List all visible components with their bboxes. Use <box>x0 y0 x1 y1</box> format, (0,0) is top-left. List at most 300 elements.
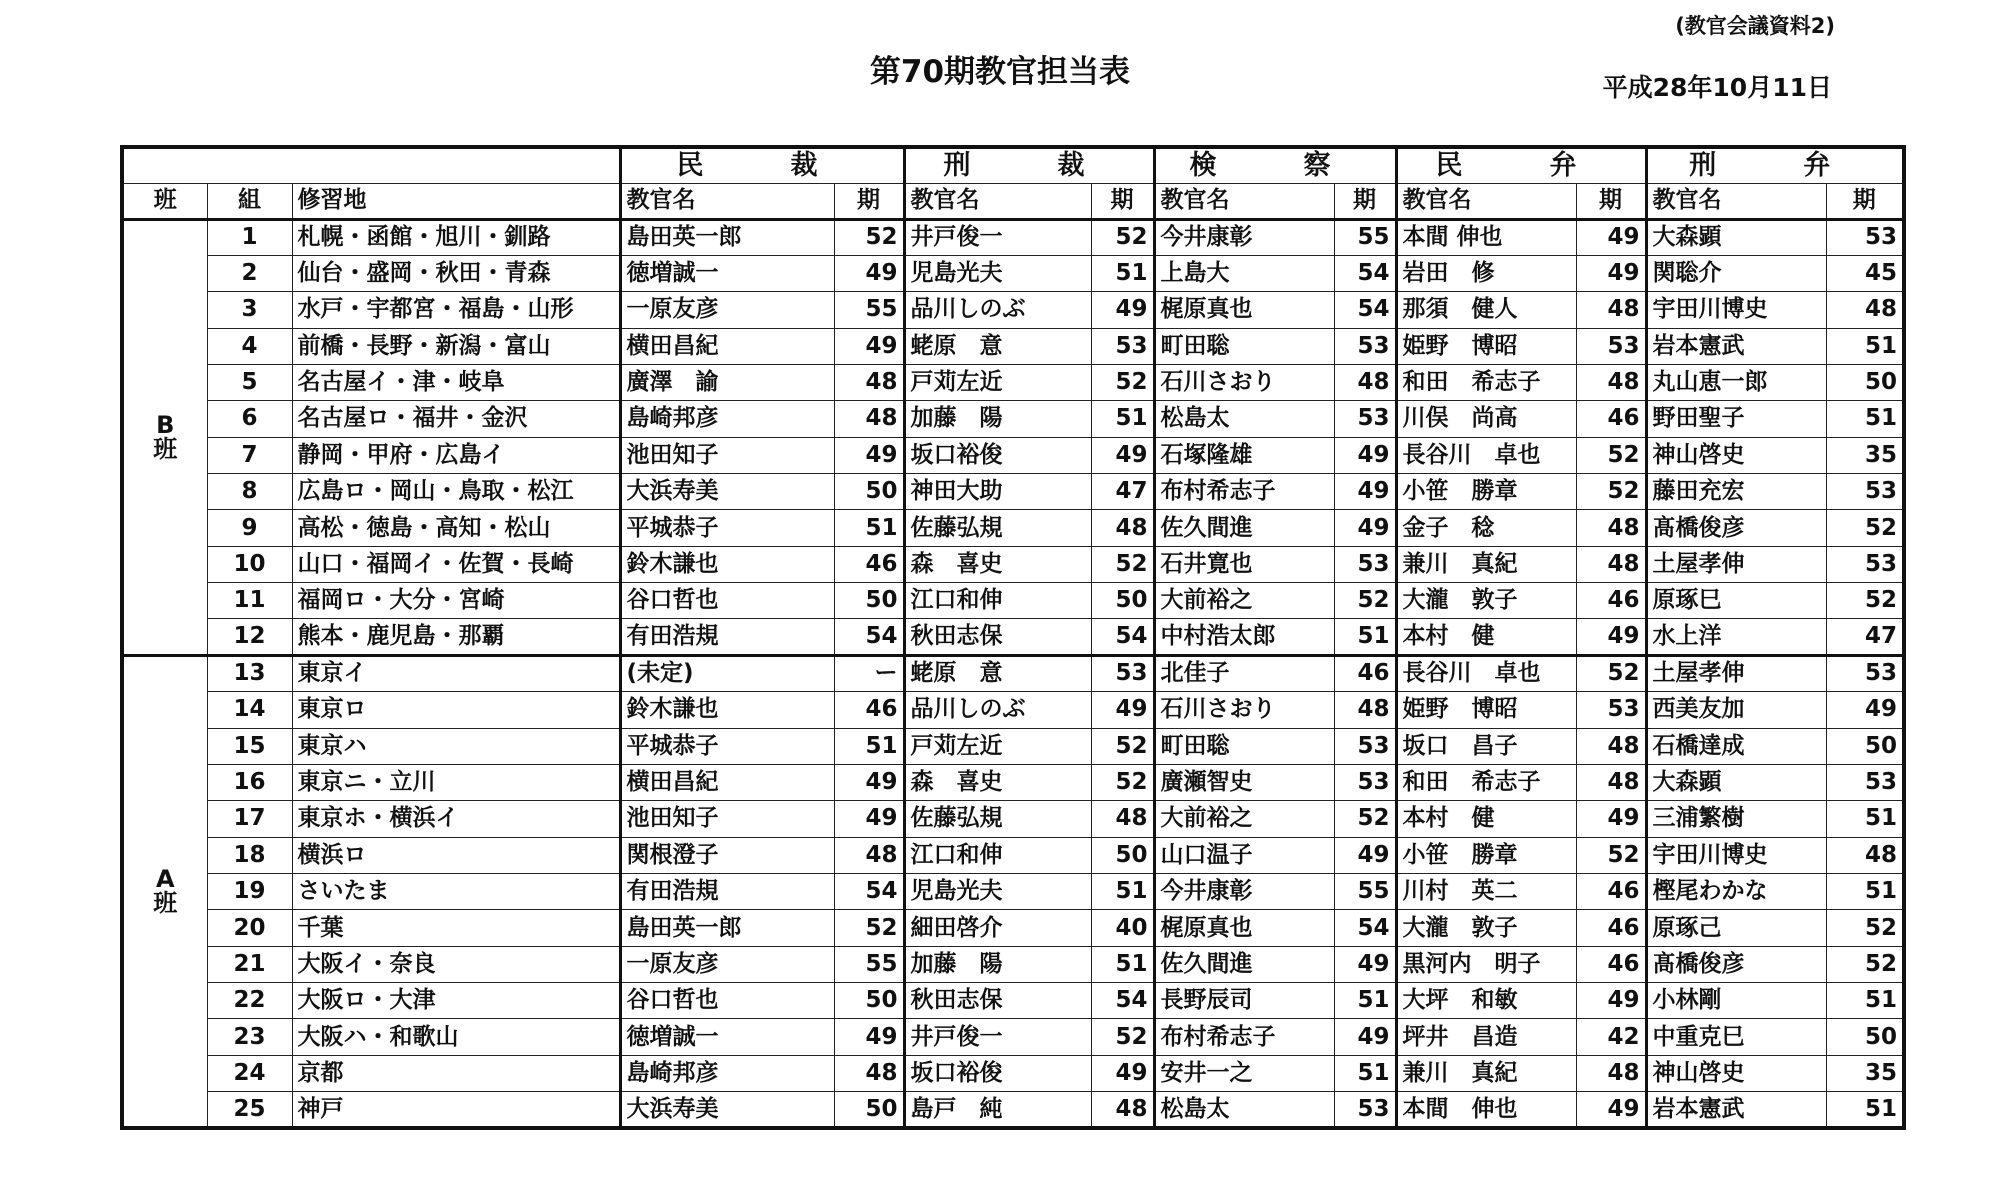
table-row <box>122 1019 1904 1055</box>
instructor-name: 加藤 陽 <box>904 946 1091 982</box>
instructor-term: 54 <box>1334 255 1396 291</box>
instructor-name: 兼川 真紀 <box>1396 1055 1576 1091</box>
training-location: 静岡・甲府・広島イ <box>292 437 620 473</box>
instructor-term: 49 <box>834 328 904 364</box>
table-row <box>122 292 1904 328</box>
instructor-term: 49 <box>1334 510 1396 546</box>
training-location: 東京ハ <box>292 728 620 764</box>
kumi-number: 19 <box>207 873 292 909</box>
kumi-number: 18 <box>207 837 292 873</box>
instructor-term: 40 <box>1091 910 1154 946</box>
instructor-term: 53 <box>1334 764 1396 800</box>
instructor-name: 森 喜史 <box>904 764 1091 800</box>
table-row <box>122 474 1904 510</box>
instructor-term: 53 <box>1826 655 1904 691</box>
instructor-term: 50 <box>1091 837 1154 873</box>
instructor-name: 坂口裕俊 <box>904 437 1091 473</box>
kumi-number: 5 <box>207 364 292 400</box>
instructor-name: 島崎邦彦 <box>620 1055 834 1091</box>
document-date: 平成28年10月11日 <box>1602 73 1832 102</box>
instructor-name: 野田聖子 <box>1646 401 1826 437</box>
kumi-number: 23 <box>207 1019 292 1055</box>
instructor-name: 原琢己 <box>1646 910 1826 946</box>
column-header-place: 修習地 <box>292 183 620 219</box>
kumi-number: 21 <box>207 946 292 982</box>
training-location: 大阪ロ・大津 <box>292 983 620 1019</box>
instructor-term: 53 <box>1334 1092 1396 1128</box>
instructor-term: 49 <box>1334 946 1396 982</box>
instructor-term: 48 <box>1826 837 1904 873</box>
instructor-name: 土屋孝伸 <box>1646 546 1826 582</box>
instructor-name: 佐久間進 <box>1154 510 1334 546</box>
instructor-term: 49 <box>1091 1055 1154 1091</box>
instructor-name: 本村 健 <box>1396 801 1576 837</box>
instructor-name: 横田昌紀 <box>620 764 834 800</box>
instructor-term: 47 <box>1826 619 1904 655</box>
instructor-name: 坂口裕俊 <box>904 1055 1091 1091</box>
instructor-term: 51 <box>1826 801 1904 837</box>
kumi-number: 25 <box>207 1092 292 1128</box>
training-location: 大阪イ・奈良 <box>292 946 620 982</box>
instructor-term: 54 <box>1334 292 1396 328</box>
training-location: 熊本・鹿児島・那覇 <box>292 619 620 655</box>
kumi-number: 4 <box>207 328 292 364</box>
instructor-name: 小笹 勝章 <box>1396 837 1576 873</box>
instructor-name: 佐久間進 <box>1154 946 1334 982</box>
training-location: 東京イ <box>292 655 620 691</box>
training-location: 東京ニ・立川 <box>292 764 620 800</box>
instructor-name: 大瀧 敦子 <box>1396 583 1576 619</box>
instructor-term: 46 <box>1576 873 1646 909</box>
instructor-term: 53 <box>1334 728 1396 764</box>
instructor-term: 49 <box>1091 437 1154 473</box>
training-location: 広島ロ・岡山・鳥取・松江 <box>292 474 620 510</box>
instructor-term: 35 <box>1826 437 1904 473</box>
instructor-name: 鈴木謙也 <box>620 546 834 582</box>
table-row <box>122 910 1904 946</box>
instructor-name: 森 喜史 <box>904 546 1091 582</box>
instructor-name: 有田浩規 <box>620 619 834 655</box>
instructor-name: 石塚隆雄 <box>1154 437 1334 473</box>
instructor-term: 50 <box>1826 1019 1904 1055</box>
instructor-term: 51 <box>1334 619 1396 655</box>
table-row <box>122 1055 1904 1091</box>
instructor-name: (未定) <box>620 655 834 691</box>
instructor-name: 石川さおり <box>1154 364 1334 400</box>
column-header-ki: 期 <box>1334 183 1396 219</box>
instructor-name: 原琢巳 <box>1646 583 1826 619</box>
instructor-term: 48 <box>834 364 904 400</box>
column-header-name: 教官名 <box>1154 183 1334 219</box>
instructor-term: 35 <box>1826 1055 1904 1091</box>
instructor-name: 平城恭子 <box>620 510 834 546</box>
instructor-name: 佐藤弘規 <box>904 510 1091 546</box>
instructor-name: 関根澄子 <box>620 837 834 873</box>
group-label <box>122 219 207 655</box>
instructor-term: 49 <box>1334 437 1396 473</box>
instructor-term: 52 <box>1576 837 1646 873</box>
instructor-term: 49 <box>834 801 904 837</box>
instructor-term: 51 <box>1826 983 1904 1019</box>
table-row <box>122 619 1904 655</box>
instructor-term: 51 <box>1826 328 1904 364</box>
instructor-term: 54 <box>834 619 904 655</box>
kumi-number: 1 <box>207 219 292 255</box>
instructor-name: 江口和伸 <box>904 837 1091 873</box>
kumi-number: 10 <box>207 546 292 582</box>
instructor-name: 谷口哲也 <box>620 983 834 1019</box>
instructor-term: 50 <box>1091 583 1154 619</box>
instructor-term: 50 <box>834 474 904 510</box>
instructor-term: 50 <box>1826 364 1904 400</box>
instructor-name: 藤田充宏 <box>1646 474 1826 510</box>
instructor-name: 兼川 真紀 <box>1396 546 1576 582</box>
column-header-ki: 期 <box>834 183 904 219</box>
kumi-number: 9 <box>207 510 292 546</box>
instructor-term: 46 <box>834 692 904 728</box>
instructor-name: 那須 健人 <box>1396 292 1576 328</box>
instructor-term: 49 <box>1576 801 1646 837</box>
instructor-term: 50 <box>834 583 904 619</box>
instructor-name: 本間 伸也 <box>1396 1092 1576 1128</box>
instructor-term: 52 <box>1091 764 1154 800</box>
training-location: 札幌・函館・旭川・釧路 <box>292 219 620 255</box>
instructor-term: 52 <box>1091 1019 1154 1055</box>
instructor-term: 48 <box>1091 510 1154 546</box>
instructor-name: 島田英一郎 <box>620 910 834 946</box>
instructor-name: 樫尾わかな <box>1646 873 1826 909</box>
instructor-term: 53 <box>1576 692 1646 728</box>
page-title: 第70期教官担当表 <box>869 54 1131 90</box>
instructor-term: 55 <box>1334 873 1396 909</box>
instructor-name: 加藤 陽 <box>904 401 1091 437</box>
instructor-term: 48 <box>1576 1055 1646 1091</box>
instructor-name: 布村希志子 <box>1154 474 1334 510</box>
instructor-term: 49 <box>834 1019 904 1055</box>
instructor-name: 和田 希志子 <box>1396 364 1576 400</box>
kumi-number: 16 <box>207 764 292 800</box>
instructor-name: 長谷川 卓也 <box>1396 437 1576 473</box>
kumi-number: 13 <box>207 655 292 691</box>
instructor-name: 徳増誠一 <box>620 255 834 291</box>
instructor-term: 48 <box>834 837 904 873</box>
table-row <box>122 583 1904 619</box>
instructor-term: 53 <box>1826 764 1904 800</box>
section-kensatsu: 検 察 <box>1154 147 1396 183</box>
instructor-name: 大坪 和敏 <box>1396 983 1576 1019</box>
training-location: 東京ロ <box>292 692 620 728</box>
instructor-term: 48 <box>834 1055 904 1091</box>
table-row <box>122 328 1904 364</box>
kumi-number: 2 <box>207 255 292 291</box>
group-label-text: A <box>155 865 175 894</box>
instructor-name: 大瀧 敦子 <box>1396 910 1576 946</box>
instructor-name: 小笹 勝章 <box>1396 474 1576 510</box>
instructor-term: 49 <box>1334 837 1396 873</box>
instructor-term: 46 <box>834 546 904 582</box>
instructor-term: 49 <box>1091 292 1154 328</box>
instructor-term: 52 <box>1334 583 1396 619</box>
table-row <box>122 946 1904 982</box>
instructor-name: 岩本憲武 <box>1646 1092 1826 1128</box>
instructor-term: 42 <box>1576 1019 1646 1055</box>
instructor-term: 50 <box>834 983 904 1019</box>
table-row <box>122 219 1904 255</box>
instructor-term: 52 <box>834 219 904 255</box>
table-row <box>122 692 1904 728</box>
instructor-term: 48 <box>1091 801 1154 837</box>
instructor-term: 49 <box>1576 1092 1646 1128</box>
instructor-term: 52 <box>1826 510 1904 546</box>
table-row <box>122 983 1904 1019</box>
instructor-name: 谷口哲也 <box>620 583 834 619</box>
instructor-term: 55 <box>834 292 904 328</box>
instructor-term: 51 <box>1334 983 1396 1019</box>
instructor-term: 49 <box>1576 219 1646 255</box>
instructor-term: 48 <box>1826 292 1904 328</box>
instructor-term: 53 <box>1826 546 1904 582</box>
instructor-term: 52 <box>1826 946 1904 982</box>
training-location: 京都 <box>292 1055 620 1091</box>
table-body <box>122 219 1904 1128</box>
kumi-number: 3 <box>207 292 292 328</box>
column-header-kumi: 組 <box>207 183 292 219</box>
instructor-name: 上島大 <box>1154 255 1334 291</box>
instructor-term: 52 <box>1576 655 1646 691</box>
instructor-name: 島戸 純 <box>904 1092 1091 1128</box>
instructor-term: 52 <box>834 910 904 946</box>
instructor-name: 岩田 修 <box>1396 255 1576 291</box>
table-row <box>122 401 1904 437</box>
instructor-name: 井戸俊一 <box>904 219 1091 255</box>
table-row <box>122 837 1904 873</box>
instructor-name: 中村浩太郎 <box>1154 619 1334 655</box>
table-row <box>122 764 1904 800</box>
training-location: 前橋・長野・新潟・富山 <box>292 328 620 364</box>
instructor-term: 52 <box>1091 219 1154 255</box>
instructor-term: 51 <box>1334 1055 1396 1091</box>
instructor-name: 神山啓史 <box>1646 1055 1826 1091</box>
section-keisai: 刑 裁 <box>904 147 1154 183</box>
instructor-term: 52 <box>1334 801 1396 837</box>
instructor-name: 島田英一郎 <box>620 219 834 255</box>
instructor-name: 和田 希志子 <box>1396 764 1576 800</box>
instructor-name: 大浜寿美 <box>620 1092 834 1128</box>
instructor-name: 廣澤 諭 <box>620 364 834 400</box>
kumi-number: 17 <box>207 801 292 837</box>
section-minsai: 民 裁 <box>620 147 904 183</box>
instructor-name: 中重克巳 <box>1646 1019 1826 1055</box>
instructor-term: 46 <box>1576 910 1646 946</box>
instructor-name: 秋田志保 <box>904 983 1091 1019</box>
instructor-term: 51 <box>1091 873 1154 909</box>
instructor-term: 49 <box>834 437 904 473</box>
instructor-name: 大前裕之 <box>1154 801 1334 837</box>
instructor-name: 児島光夫 <box>904 255 1091 291</box>
instructor-name: 川村 英二 <box>1396 873 1576 909</box>
instructor-name: 北佳子 <box>1154 655 1334 691</box>
instructor-name: 布村希志子 <box>1154 1019 1334 1055</box>
instructor-name: 梶原真也 <box>1154 910 1334 946</box>
column-header-row <box>122 183 1904 219</box>
table-row <box>122 437 1904 473</box>
instructor-name: 松島太 <box>1154 401 1334 437</box>
training-location: 千葉 <box>292 910 620 946</box>
column-header-ki: 期 <box>1091 183 1154 219</box>
instructor-name: 一原友彦 <box>620 292 834 328</box>
table-row <box>122 364 1904 400</box>
instructor-term: 46 <box>1576 401 1646 437</box>
training-location: 東京ホ・横浜イ <box>292 801 620 837</box>
instructor-term: 49 <box>1576 255 1646 291</box>
kumi-number: 12 <box>207 619 292 655</box>
instructor-name: 黒河内 明子 <box>1396 946 1576 982</box>
instructor-term: 51 <box>1091 401 1154 437</box>
instructor-term: 48 <box>1576 546 1646 582</box>
instructor-name: 横田昌紀 <box>620 328 834 364</box>
training-location: 仙台・盛岡・秋田・青森 <box>292 255 620 291</box>
instructor-term: 49 <box>1576 983 1646 1019</box>
instructor-name: 松島太 <box>1154 1092 1334 1128</box>
kumi-number: 11 <box>207 583 292 619</box>
instructor-term: 48 <box>834 401 904 437</box>
column-header-name: 教官名 <box>904 183 1091 219</box>
instructor-term: 46 <box>1334 655 1396 691</box>
instructor-name: 丸山恵一郎 <box>1646 364 1826 400</box>
instructor-term: 53 <box>1091 328 1154 364</box>
instructor-term: 46 <box>1576 583 1646 619</box>
instructor-name: 秋田志保 <box>904 619 1091 655</box>
table-row <box>122 546 1904 582</box>
instructor-name: 品川しのぶ <box>904 292 1091 328</box>
instructor-name: 一原友彦 <box>620 946 834 982</box>
instructor-term: 50 <box>834 1092 904 1128</box>
instructor-term: 51 <box>1826 1092 1904 1128</box>
instructor-name: 蛯原 意 <box>904 655 1091 691</box>
section-minben: 民 弁 <box>1396 147 1646 183</box>
instructor-term: 53 <box>1091 655 1154 691</box>
instructor-term: 49 <box>1576 619 1646 655</box>
instructor-name: 蛯原 意 <box>904 328 1091 364</box>
training-location: 福岡ロ・大分・宮崎 <box>292 583 620 619</box>
instructor-term: 50 <box>1826 728 1904 764</box>
group-label-text: 班 <box>153 435 178 464</box>
training-location: さいたま <box>292 873 620 909</box>
instructor-assignment-table <box>120 145 1906 1130</box>
column-header-ki: 期 <box>1826 183 1904 219</box>
group-label-text: B <box>156 411 175 440</box>
instructor-term: 52 <box>1826 910 1904 946</box>
column-header-name: 教官名 <box>1396 183 1576 219</box>
training-location: 山口・福岡イ・佐賀・長崎 <box>292 546 620 582</box>
training-location: 水戸・宇都宮・福島・山形 <box>292 292 620 328</box>
instructor-name: 井戸俊一 <box>904 1019 1091 1055</box>
training-location: 名古屋ロ・福井・金沢 <box>292 401 620 437</box>
document-reference: (教官会議資料2) <box>1675 14 1835 38</box>
instructor-name: 宇田川博史 <box>1646 292 1826 328</box>
instructor-term: 49 <box>1091 692 1154 728</box>
instructor-term: 53 <box>1334 401 1396 437</box>
instructor-term: 51 <box>1091 255 1154 291</box>
instructor-name: 町田聡 <box>1154 728 1334 764</box>
instructor-name: 江口和伸 <box>904 583 1091 619</box>
kumi-number: 14 <box>207 692 292 728</box>
instructor-name: 西美友加 <box>1646 692 1826 728</box>
training-location: 横浜ロ <box>292 837 620 873</box>
kumi-number: 24 <box>207 1055 292 1091</box>
kumi-number: 20 <box>207 910 292 946</box>
instructor-name: 長谷川 卓也 <box>1396 655 1576 691</box>
instructor-term: 51 <box>1826 873 1904 909</box>
instructor-name: 小林剛 <box>1646 983 1826 1019</box>
instructor-term: 52 <box>1576 437 1646 473</box>
instructor-term: 51 <box>1826 401 1904 437</box>
kumi-number: 22 <box>207 983 292 1019</box>
instructor-term: 55 <box>834 946 904 982</box>
instructor-name: 品川しのぶ <box>904 692 1091 728</box>
instructor-name: 有田浩規 <box>620 873 834 909</box>
instructor-term: 51 <box>834 510 904 546</box>
instructor-name: 石川さおり <box>1154 692 1334 728</box>
instructor-term: 52 <box>1091 546 1154 582</box>
instructor-term: 54 <box>1334 910 1396 946</box>
instructor-name: 大浜寿美 <box>620 474 834 510</box>
instructor-name: 髙橋俊彦 <box>1646 946 1826 982</box>
instructor-term: 48 <box>1091 1092 1154 1128</box>
instructor-term: ー <box>834 655 904 691</box>
instructor-term: 49 <box>1334 1019 1396 1055</box>
instructor-name: 神田大助 <box>904 474 1091 510</box>
instructor-term: 54 <box>834 873 904 909</box>
group-label <box>122 655 207 1128</box>
instructor-term: 49 <box>834 255 904 291</box>
instructor-term: 49 <box>834 764 904 800</box>
instructor-name: 三浦繁樹 <box>1646 801 1826 837</box>
instructor-term: 55 <box>1334 219 1396 255</box>
instructor-name: 岩本憲武 <box>1646 328 1826 364</box>
table-row <box>122 801 1904 837</box>
instructor-term: 54 <box>1091 619 1154 655</box>
instructor-name: 廣瀬智史 <box>1154 764 1334 800</box>
instructor-name: 石井寛也 <box>1154 546 1334 582</box>
instructor-name: 大森顕 <box>1646 764 1826 800</box>
instructor-name: 島崎邦彦 <box>620 401 834 437</box>
kumi-number: 6 <box>207 401 292 437</box>
column-header-han: 班 <box>122 183 207 219</box>
instructor-name: 安井一之 <box>1154 1055 1334 1091</box>
column-header-name: 教官名 <box>1646 183 1826 219</box>
instructor-name: 髙橋俊彦 <box>1646 510 1826 546</box>
instructor-term: 48 <box>1576 364 1646 400</box>
instructor-name: 金子 稔 <box>1396 510 1576 546</box>
instructor-name: 梶原真也 <box>1154 292 1334 328</box>
instructor-term: 53 <box>1826 474 1904 510</box>
instructor-name: 姫野 博昭 <box>1396 328 1576 364</box>
instructor-term: 48 <box>1576 510 1646 546</box>
instructor-term: 52 <box>1576 474 1646 510</box>
instructor-name: 町田聡 <box>1154 328 1334 364</box>
group-label-text: 班 <box>153 889 178 918</box>
instructor-name: 平城恭子 <box>620 728 834 764</box>
instructor-term: 53 <box>1334 328 1396 364</box>
kumi-number: 8 <box>207 474 292 510</box>
instructor-name: 石橋達成 <box>1646 728 1826 764</box>
instructor-name: 坂口 昌子 <box>1396 728 1576 764</box>
training-location: 神戸 <box>292 1092 620 1128</box>
instructor-term: 46 <box>1576 946 1646 982</box>
instructor-name: 神山啓史 <box>1646 437 1826 473</box>
instructor-name: 佐藤弘規 <box>904 801 1091 837</box>
